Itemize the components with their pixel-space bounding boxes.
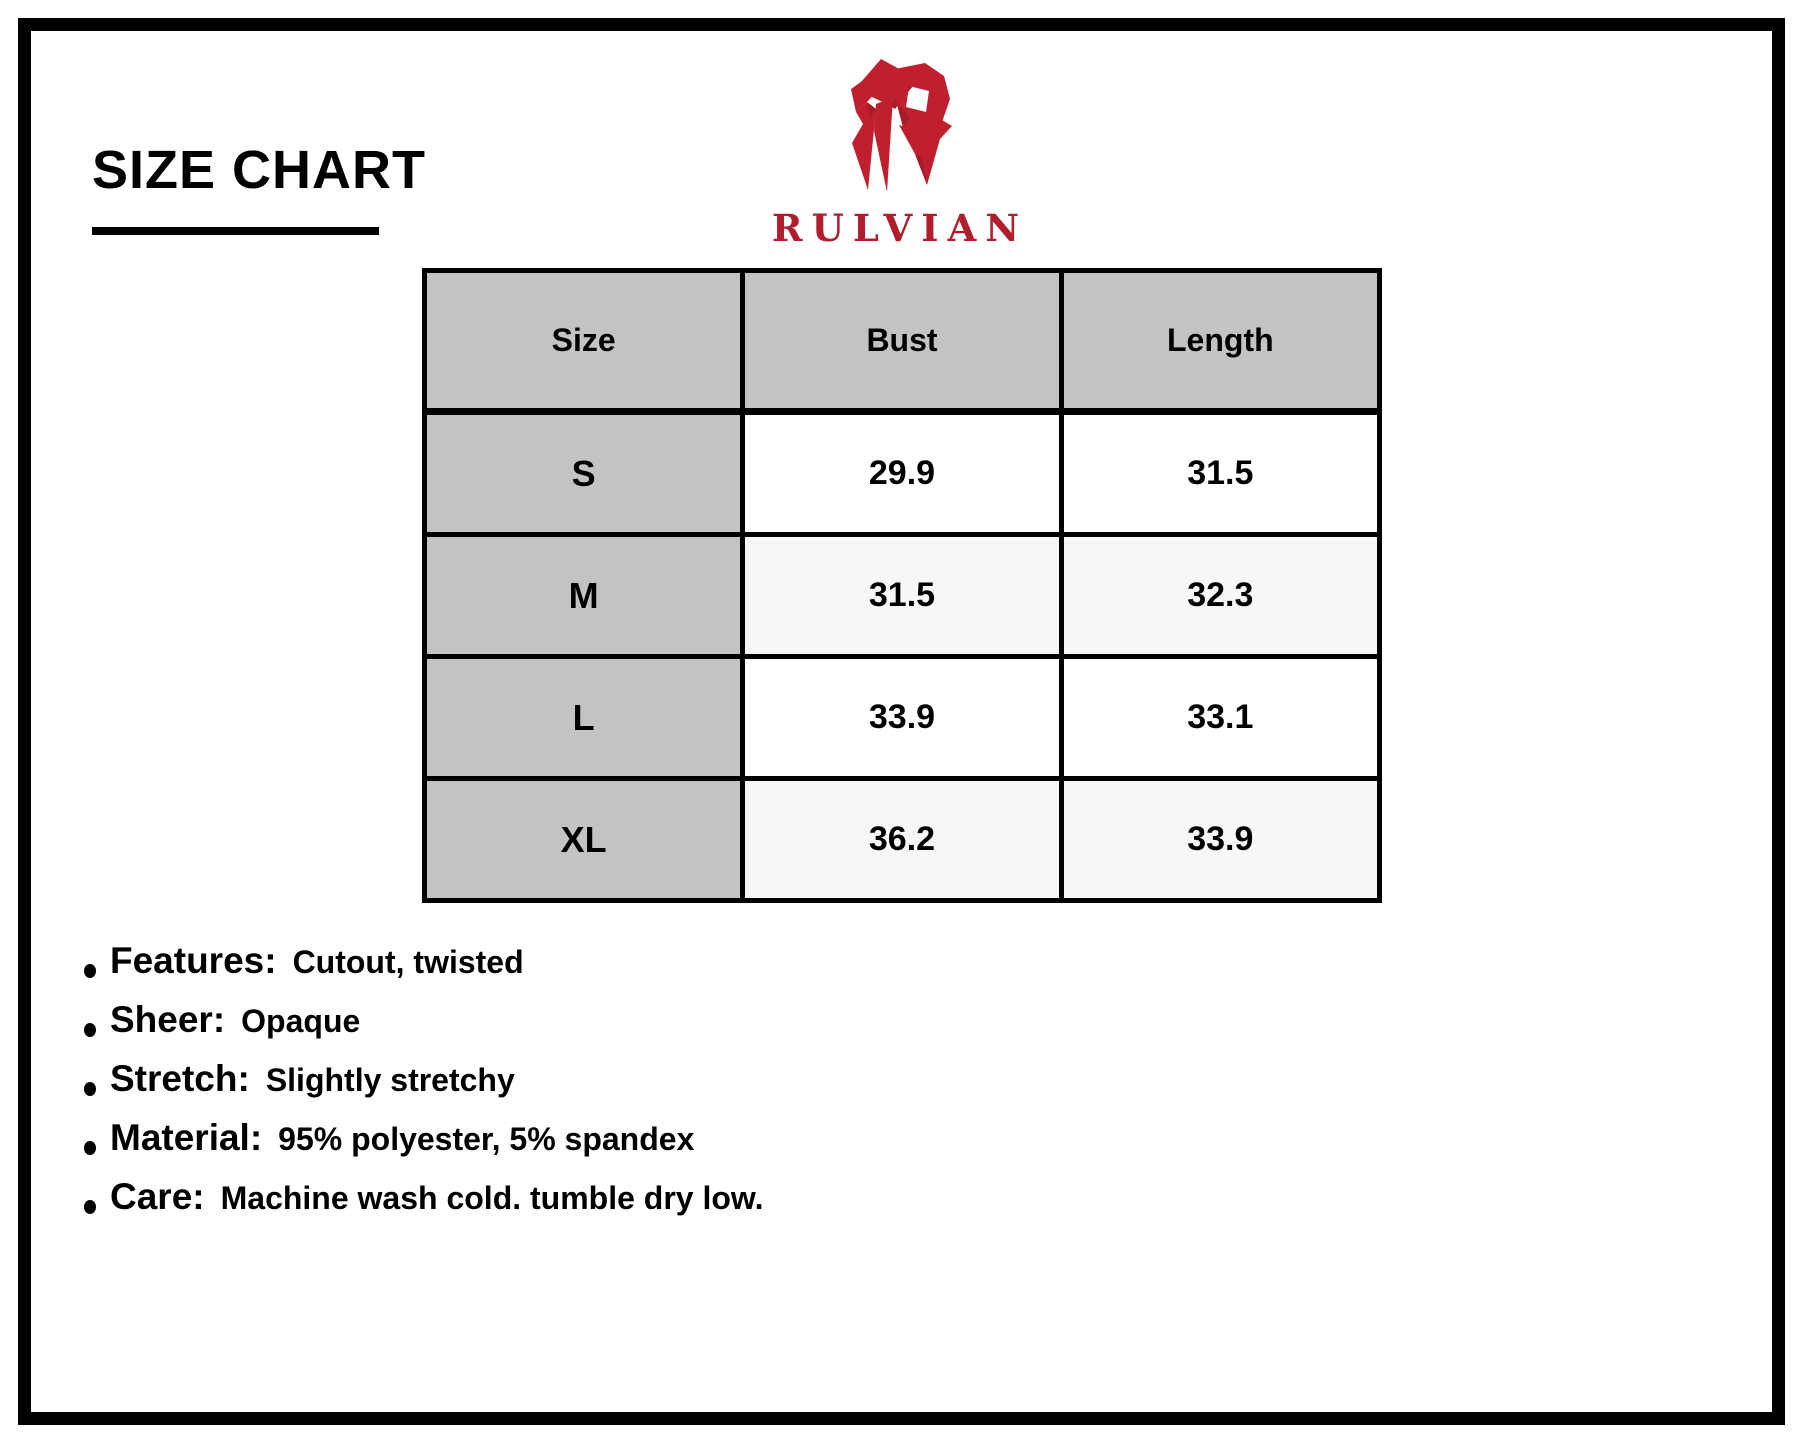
bust-cell: 33.9: [743, 657, 1061, 779]
detail-value: Slightly stretchy: [265, 1062, 515, 1098]
title-underline: [92, 227, 379, 235]
detail-label: Features:: [110, 940, 277, 981]
bust-cell: 31.5: [743, 535, 1061, 657]
bullet-icon: [84, 1141, 96, 1155]
length-cell: 31.5: [1061, 412, 1379, 535]
size-cell: XL: [425, 779, 743, 901]
table-row-m: [425, 535, 1380, 657]
detail-label: Material:: [110, 1117, 263, 1158]
detail-label: Sheer:: [110, 999, 226, 1040]
column-header-length: Length: [1061, 271, 1379, 412]
brand-wordmark: RULVIAN: [771, 206, 1029, 250]
detail-value: 95% polyester, 5% spandex: [278, 1121, 695, 1157]
length-cell: 33.1: [1061, 657, 1379, 779]
length-cell: 32.3: [1061, 535, 1379, 657]
list-item-sheer: [84, 999, 764, 1058]
column-header-bust: Bust: [743, 271, 1061, 412]
column-header-size: Size: [425, 271, 743, 412]
bust-cell: 36.2: [743, 779, 1061, 901]
detail-label: Stretch:: [110, 1058, 250, 1099]
page-title: SIZE CHART: [92, 140, 426, 200]
list-item-features: [84, 940, 764, 999]
detail-value: Cutout, twisted: [292, 944, 524, 980]
list-item-material: [84, 1117, 764, 1176]
bullet-icon: [84, 1082, 96, 1096]
size-cell: M: [425, 535, 743, 657]
bullet-icon: [84, 1023, 96, 1037]
detail-value: Opaque: [241, 1003, 361, 1039]
table-row-xl: [425, 779, 1380, 901]
list-item-stretch: [84, 1058, 764, 1117]
size-table-header-row: [425, 271, 1380, 412]
bullet-icon: [84, 1200, 96, 1214]
bullet-icon: [84, 964, 96, 978]
list-item-care: [84, 1176, 764, 1235]
product-details-list: [84, 940, 764, 1235]
size-table: [422, 268, 1382, 903]
length-cell: 33.9: [1061, 779, 1379, 901]
detail-value: Machine wash cold. tumble dry low.: [220, 1180, 764, 1216]
table-row-s: [425, 412, 1380, 535]
detail-label: Care:: [110, 1176, 205, 1217]
size-cell: S: [425, 412, 743, 535]
brand-logo-icon: [843, 58, 955, 196]
bust-cell: 29.9: [743, 412, 1061, 535]
size-cell: L: [425, 657, 743, 779]
table-row-l: [425, 657, 1380, 779]
